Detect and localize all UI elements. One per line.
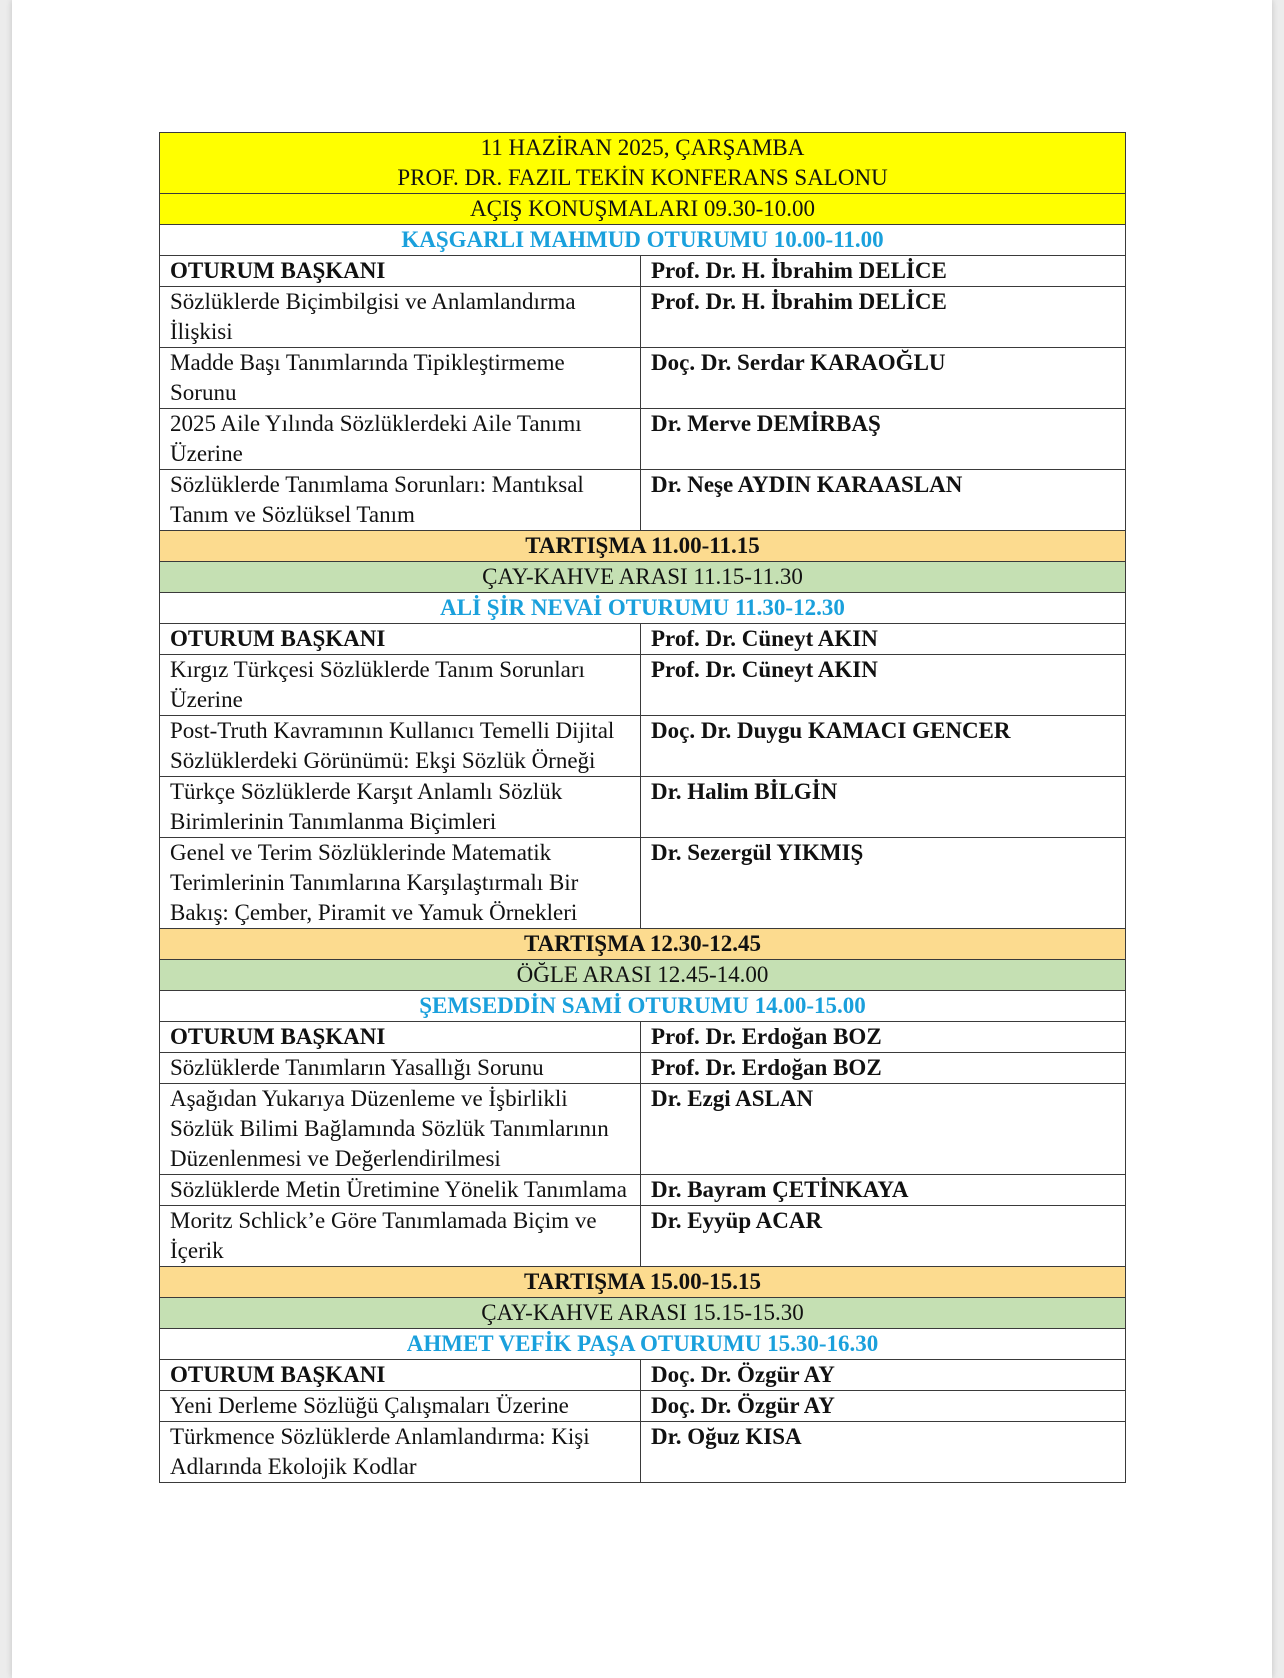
talk-speaker: Dr. Halim BİLGİN bbox=[641, 777, 1126, 838]
talk-title: Türkmence Sözlüklerde Anlamlandırma: Kişi Adlarında Ekolojik Kodlar bbox=[160, 1422, 641, 1483]
discussion-text: TARTIŞMA 11.00-11.15 bbox=[160, 531, 1126, 562]
date-text: 11 HAZİRAN 2025, ÇARŞAMBA bbox=[480, 135, 805, 160]
session-title: ALİ ŞİR NEVAİ OTURUMU 11.30-12.30 bbox=[160, 593, 1126, 624]
talk-row bbox=[160, 1391, 1126, 1422]
chair-row bbox=[160, 1022, 1126, 1053]
chair-label: OTURUM BAŞKANI bbox=[160, 624, 641, 655]
talk-title: Post-Truth Kavramının Kullanıcı Temelli Dijital Sözlüklerdeki Görünümü: Ekşi Sözlük Örneği bbox=[160, 716, 641, 777]
opening-text: AÇIŞ KONUŞMALARI 09.30-10.00 bbox=[160, 194, 1126, 225]
talk-row bbox=[160, 409, 1126, 470]
session-title-row bbox=[160, 1329, 1126, 1360]
talk-title: Aşağıdan Yukarıya Düzenleme ve İşbirlikli Sözlük Bilimi Bağlamında Sözlük Tanımlarının Düzenlenmesi ve Değerlendirilmesi bbox=[160, 1084, 641, 1175]
chair-row bbox=[160, 256, 1126, 287]
chair-name: Doç. Dr. Özgür AY bbox=[641, 1360, 1126, 1391]
break-row bbox=[160, 960, 1126, 991]
talk-row bbox=[160, 1053, 1126, 1084]
break-row bbox=[160, 1298, 1126, 1329]
session-title: KAŞGARLI MAHMUD OTURUMU 10.00-11.00 bbox=[160, 225, 1126, 256]
program-table bbox=[159, 132, 1126, 1483]
venue-text: PROF. DR. FAZIL TEKİN KONFERANS SALONU bbox=[397, 165, 888, 190]
talk-row bbox=[160, 1084, 1126, 1175]
talk-speaker: Doç. Dr. Serdar KARAOĞLU bbox=[641, 348, 1126, 409]
talk-speaker: Doç. Dr. Özgür AY bbox=[641, 1391, 1126, 1422]
talk-speaker: Dr. Sezergül YIKMIŞ bbox=[641, 838, 1126, 929]
chair-label: OTURUM BAŞKANI bbox=[160, 1360, 641, 1391]
chair-name: Prof. Dr. H. İbrahim DELİCE bbox=[641, 256, 1126, 287]
talk-title: Sözlüklerde Tanımlama Sorunları: Mantıksal Tanım ve Sözlüksel Tanım bbox=[160, 470, 641, 531]
discussion-row bbox=[160, 1267, 1126, 1298]
talk-row bbox=[160, 1206, 1126, 1267]
header-row bbox=[160, 133, 1126, 194]
talk-row bbox=[160, 348, 1126, 409]
date-venue-cell bbox=[160, 133, 1126, 194]
break-text: ÖĞLE ARASI 12.45-14.00 bbox=[160, 960, 1126, 991]
chair-row bbox=[160, 624, 1126, 655]
break-text: ÇAY-KAHVE ARASI 15.15-15.30 bbox=[160, 1298, 1126, 1329]
talk-title: Yeni Derleme Sözlüğü Çalışmaları Üzerine bbox=[160, 1391, 641, 1422]
talk-title: Sözlüklerde Tanımların Yasallığı Sorunu bbox=[160, 1053, 641, 1084]
opening-row bbox=[160, 194, 1126, 225]
break-text: ÇAY-KAHVE ARASI 11.15-11.30 bbox=[160, 562, 1126, 593]
discussion-row bbox=[160, 531, 1126, 562]
talk-speaker: Dr. Bayram ÇETİNKAYA bbox=[641, 1175, 1126, 1206]
chair-row bbox=[160, 1360, 1126, 1391]
talk-title: Moritz Schlick’e Göre Tanımlamada Biçim ve İçerik bbox=[160, 1206, 641, 1267]
talk-speaker: Prof. Dr. H. İbrahim DELİCE bbox=[641, 287, 1126, 348]
talk-speaker: Dr. Oğuz KISA bbox=[641, 1422, 1126, 1483]
talk-row bbox=[160, 1422, 1126, 1483]
talk-row bbox=[160, 838, 1126, 929]
talk-title: Genel ve Terim Sözlüklerinde Matematik Terimlerinin Tanımlarına Karşılaştırmalı Bir Bakış: Çember, Piramit ve Yamuk Örnekleri bbox=[160, 838, 641, 929]
talk-row bbox=[160, 1175, 1126, 1206]
talk-speaker: Doç. Dr. Duygu KAMACI GENCER bbox=[641, 716, 1126, 777]
talk-title: 2025 Aile Yılında Sözlüklerdeki Aile Tanımı Üzerine bbox=[160, 409, 641, 470]
talk-speaker: Prof. Dr. Cüneyt AKIN bbox=[641, 655, 1126, 716]
chair-name: Prof. Dr. Erdoğan BOZ bbox=[641, 1022, 1126, 1053]
talk-speaker: Dr. Merve DEMİRBAŞ bbox=[641, 409, 1126, 470]
talk-row bbox=[160, 655, 1126, 716]
session-title-row bbox=[160, 225, 1126, 256]
chair-label: OTURUM BAŞKANI bbox=[160, 1022, 641, 1053]
talk-title: Kırgız Türkçesi Sözlüklerde Tanım Sorunları Üzerine bbox=[160, 655, 641, 716]
talk-row bbox=[160, 287, 1126, 348]
talk-title: Sözlüklerde Metin Üretimine Yönelik Tanımlama bbox=[160, 1175, 641, 1206]
discussion-text: TARTIŞMA 12.30-12.45 bbox=[160, 929, 1126, 960]
chair-name: Prof. Dr. Cüneyt AKIN bbox=[641, 624, 1126, 655]
talk-title: Madde Başı Tanımlarında Tipikleştirmeme Sorunu bbox=[160, 348, 641, 409]
talk-title: Türkçe Sözlüklerde Karşıt Anlamlı Sözlük Birimlerinin Tanımlanma Biçimleri bbox=[160, 777, 641, 838]
talk-title: Sözlüklerde Biçimbilgisi ve Anlamlandırma İlişkisi bbox=[160, 287, 641, 348]
talk-speaker: Prof. Dr. Erdoğan BOZ bbox=[641, 1053, 1126, 1084]
discussion-row bbox=[160, 929, 1126, 960]
talk-row bbox=[160, 470, 1126, 531]
chair-label: OTURUM BAŞKANI bbox=[160, 256, 641, 287]
discussion-text: TARTIŞMA 15.00-15.15 bbox=[160, 1267, 1126, 1298]
session-title-row bbox=[160, 991, 1126, 1022]
break-row bbox=[160, 562, 1126, 593]
session-title: ŞEMSEDDİN SAMİ OTURUMU 14.00-15.00 bbox=[160, 991, 1126, 1022]
session-title: AHMET VEFİK PAŞA OTURUMU 15.30-16.30 bbox=[160, 1329, 1126, 1360]
talk-speaker: Dr. Neşe AYDIN KARAASLAN bbox=[641, 470, 1126, 531]
talk-speaker: Dr. Eyyüp ACAR bbox=[641, 1206, 1126, 1267]
talk-speaker: Dr. Ezgi ASLAN bbox=[641, 1084, 1126, 1175]
talk-row bbox=[160, 777, 1126, 838]
talk-row bbox=[160, 716, 1126, 777]
session-title-row bbox=[160, 593, 1126, 624]
document-page bbox=[12, 0, 1272, 1678]
